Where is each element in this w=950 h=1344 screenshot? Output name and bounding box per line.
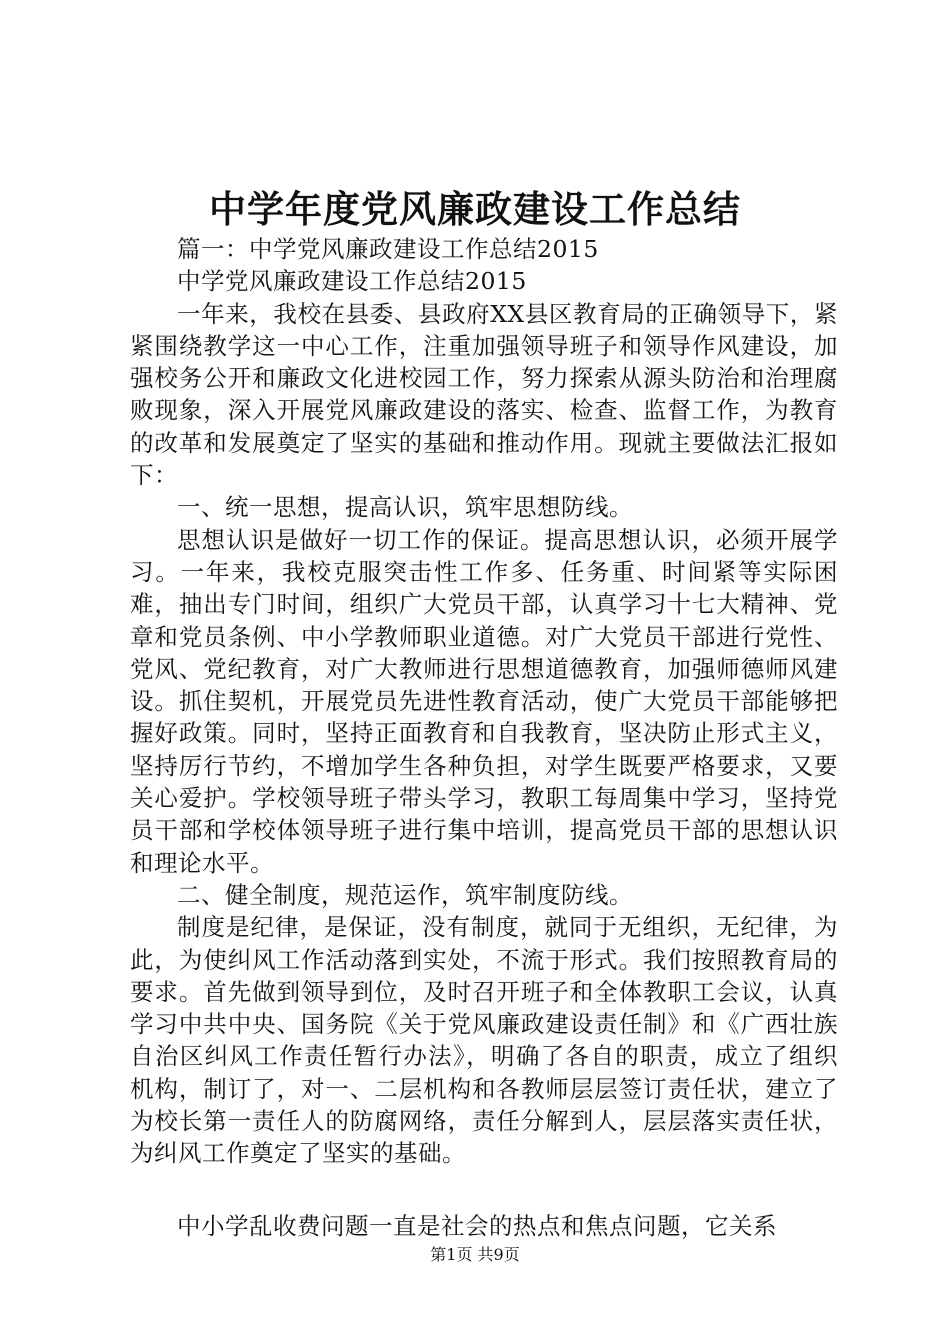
paragraph: 中小学乱收费问题一直是社会的热点和焦点问题，它关系 xyxy=(177,1211,777,1240)
paragraph: 中学党风廉政建设工作总结2015 xyxy=(177,267,527,296)
section-heading: 一、统一思想，提高认识，筑牢思想防线。 xyxy=(177,493,633,522)
paragraph: 篇一：中学党风廉政建设工作总结2015 xyxy=(177,235,599,263)
document-title: 中学年度党风廉政建设工作总结 xyxy=(209,187,741,231)
section-heading: 二、健全制度，规范运作，筑牢制度防线。 xyxy=(177,880,633,909)
page-footer: 第1页 共9页 xyxy=(430,1245,520,1264)
paragraph: 思想认识是做好一切工作的保证。提高思想认识，必须开展学习。一年来，我校克服突击性工作多、任务重、时间紧等实际困难，抽出专门时间，组织广大党员干部，认真学习十七大精神、党章和党员条例、中小学教师职业道德。对广大党员干部进行党性、党风、党纪教育，对广大教师进行思想道德教育，加强师德师风建设。抓住契机，开展党员先进性教育活动，使广大党员干部能够把握好政策。同时，坚持正面教育和自我教育，坚决防止形式主义，坚持厉行节约，不增加学生各种负担，对学生既要严格要求，又要关心爱护。学校领导班子带头学习，教职工每周集中学习，坚持党员干部和学校体领导班子进行集中培训，提高党员干部的思想认识和理论水平。 xyxy=(130,525,838,877)
paragraph: 一年来，我校在县委、县政府XX县区教育局的正确领导下，紧紧围绕教学这一中心工作，注重加强领导班子和领导作风建设，加强校务公开和廉政文化进校园工作，努力探索从源头防治和治理腐败现象，深入开展党风廉政建设的落实、检查、监督工作，为教育的改革和发展奠定了坚实的基础和推动作用。现就主要做法汇报如下： xyxy=(130,299,838,490)
paragraph: 制度是纪律，是保证，没有制度，就同于无组织，无纪律，为此，为使纠风工作活动落到实处，不流于形式。我们按照教育局的要求。首先做到领导到位，及时召开班子和全体教职工会议，认真学习中共中央、国务院《关于党风廉政建设责任制》和《广西壮族自治区纠风工作责任暂行办法》，明确了各自的职责，成立了组织机构，制订了，对一、二层机构和各教师层层签订责任状，建立了为校长第一责任人的防腐网络，责任分解到人，层层落实责任状，为纠风工作奠定了坚实的基础。 xyxy=(130,913,838,1168)
document-body xyxy=(130,233,838,1242)
